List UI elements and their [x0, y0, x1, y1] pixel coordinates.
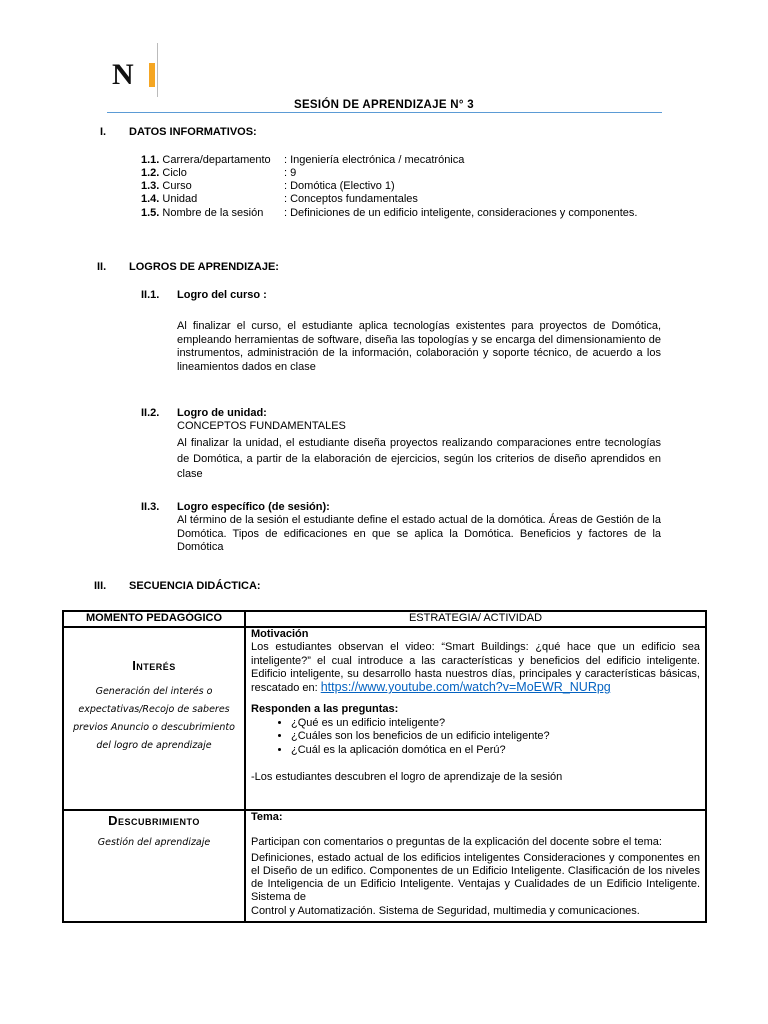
moment-description: Gestión del aprendizaje: [97, 837, 211, 848]
motivation-text: Los estudiantes observan el video: “Smart Buildings: ¿qué hace que un edificio sea inteligente?” el cual introduce a las características y beneficios del edificio inteligente. Edificio inteligente, su desarrollo hasta nuestros días, principales y características básicas, rescatado en: https://www.youtube.com/watch?v=MoEWR_NURpg: [251, 641, 700, 695]
info-value-cycle: : 9: [284, 167, 297, 179]
header-moment: MOMENTO PEDAGÓGICO: [63, 611, 245, 627]
motivation-heading: Motivación: [251, 628, 309, 640]
logo-orange-bar: [149, 63, 155, 87]
strategy-cell-interest: [245, 627, 706, 810]
info-value-course: : Domótica (Electivo 1): [284, 180, 395, 192]
topic-text: Definiciones, estado actual de los edificios inteligentes Consideraciones y componentes en el Diseño de un edifico. Componentes de un Edificio Inteligente. Clasificación de los niveles de Inteligencia de un Edificio Inteligente. Ventajas y Cualidades de un Edificio Inteligente. Sistema de: [251, 851, 700, 904]
topic-heading: Tema:: [251, 811, 283, 823]
section3-title: SECUENCIA DIDÁCTICA:: [129, 580, 261, 592]
sub3-number: II.3.: [141, 501, 160, 513]
logo-letter: N: [112, 58, 134, 91]
header-strategy: ESTRATEGIA/ ACTIVIDAD: [245, 611, 706, 627]
moment-title: Interés: [132, 658, 176, 673]
table-row: [63, 627, 706, 810]
section1-number: I.: [100, 126, 107, 138]
sub1-number: II.1.: [141, 289, 160, 301]
info-row-career: 1.1. Carrera/departamento: [141, 154, 271, 166]
topic-text-continued: Control y Automatización. Sistema de Seguridad, multimedia y comunicaciones.: [251, 904, 640, 917]
closing-text: -Los estudiantes descubren el logro de aprendizaje de la sesión: [251, 771, 563, 784]
info-value-unit: : Conceptos fundamentales: [284, 193, 418, 205]
sub3-title: Logro específico (de sesión):: [177, 501, 330, 513]
list-item: • ¿Cuál es la aplicación domótica en el Perú?: [291, 744, 700, 758]
questions-list: [251, 717, 700, 758]
table-header-row: [63, 611, 706, 627]
strategy-cell-discovery: [245, 810, 706, 922]
section2-title: LOGROS DE APRENDIZAJE:: [129, 261, 279, 273]
sub2-title: Logro de unidad:: [177, 407, 267, 419]
unit-goal-text: Al finalizar la unidad, el estudiante diseña proyectos realizando comparaciones entre tecnologías de Domótica, a partir de la elaboración de ejercicios, según los criterios de diseño aprendidos en clase: [177, 437, 661, 480]
list-item: • ¿Qué es un edificio inteligente?: [291, 717, 700, 731]
info-value-session-name: : Definiciones de un edificio inteligente, consideraciones y componentes.: [284, 207, 638, 219]
section3-number: III.: [94, 580, 107, 592]
session-goal-text: Al término de la sesión el estudiante define el estado actual de la domótica. Áreas de Gestión de la Domótica. Tipos de edificaciones en que se aplica la Domótica. Beneficios y factores de la Domótica: [177, 514, 661, 553]
questions-heading: Responden a las preguntas:: [251, 703, 399, 716]
moment-cell-discovery: [63, 810, 245, 922]
header-rule: [107, 112, 662, 113]
course-goal-text: Al finalizar el curso, el estudiante aplica tecnologías existentes para proyectos de Domótica, empleando herramientas de software, diseña las topologías y se encarga del dimensionamiento de instrumentos, administración de la información, colaboración y soporte técnico, de acuerdo a los lineamientos dados en clase: [177, 320, 661, 373]
moment-cell-interest: [63, 627, 245, 810]
document-title: SESIÓN DE APRENDIZAJE N° 3: [293, 99, 475, 111]
topic-intro: Participan con comentarios o preguntas de la explicación del docente sobre el tema:: [251, 836, 662, 849]
sub2-number: II.2.: [141, 407, 160, 419]
logo: [112, 58, 134, 92]
moment-description: Generación del interés o expectativas/Recojo de saberes previos Anuncio o descubrimiento del logro de aprendizaje: [73, 686, 235, 751]
info-row-cycle: 1.2. Ciclo: [141, 167, 187, 179]
section2-number: II.: [97, 261, 107, 273]
table-row: [63, 810, 706, 922]
logo-divider: [157, 43, 158, 97]
video-link[interactable]: https://www.youtube.com/watch?v=MoEWR_NURpg: [320, 680, 611, 695]
didactic-sequence-table: [62, 610, 707, 923]
list-item: • ¿Cuáles son los beneficios de un edificio inteligente?: [291, 730, 700, 744]
info-row-unit: 1.4. Unidad: [141, 193, 198, 205]
info-row-course: 1.3. Curso: [141, 180, 192, 192]
info-value-career: : Ingeniería electrónica / mecatrónica: [284, 154, 465, 166]
info-row-session-name: 1.5. Nombre de la sesión: [141, 207, 264, 219]
unit-name: CONCEPTOS FUNDAMENTALES: [177, 420, 346, 432]
moment-title: Descubrimiento: [108, 813, 200, 828]
sub1-title: Logro del curso :: [177, 289, 267, 301]
section1-title: DATOS INFORMATIVOS:: [129, 126, 257, 138]
